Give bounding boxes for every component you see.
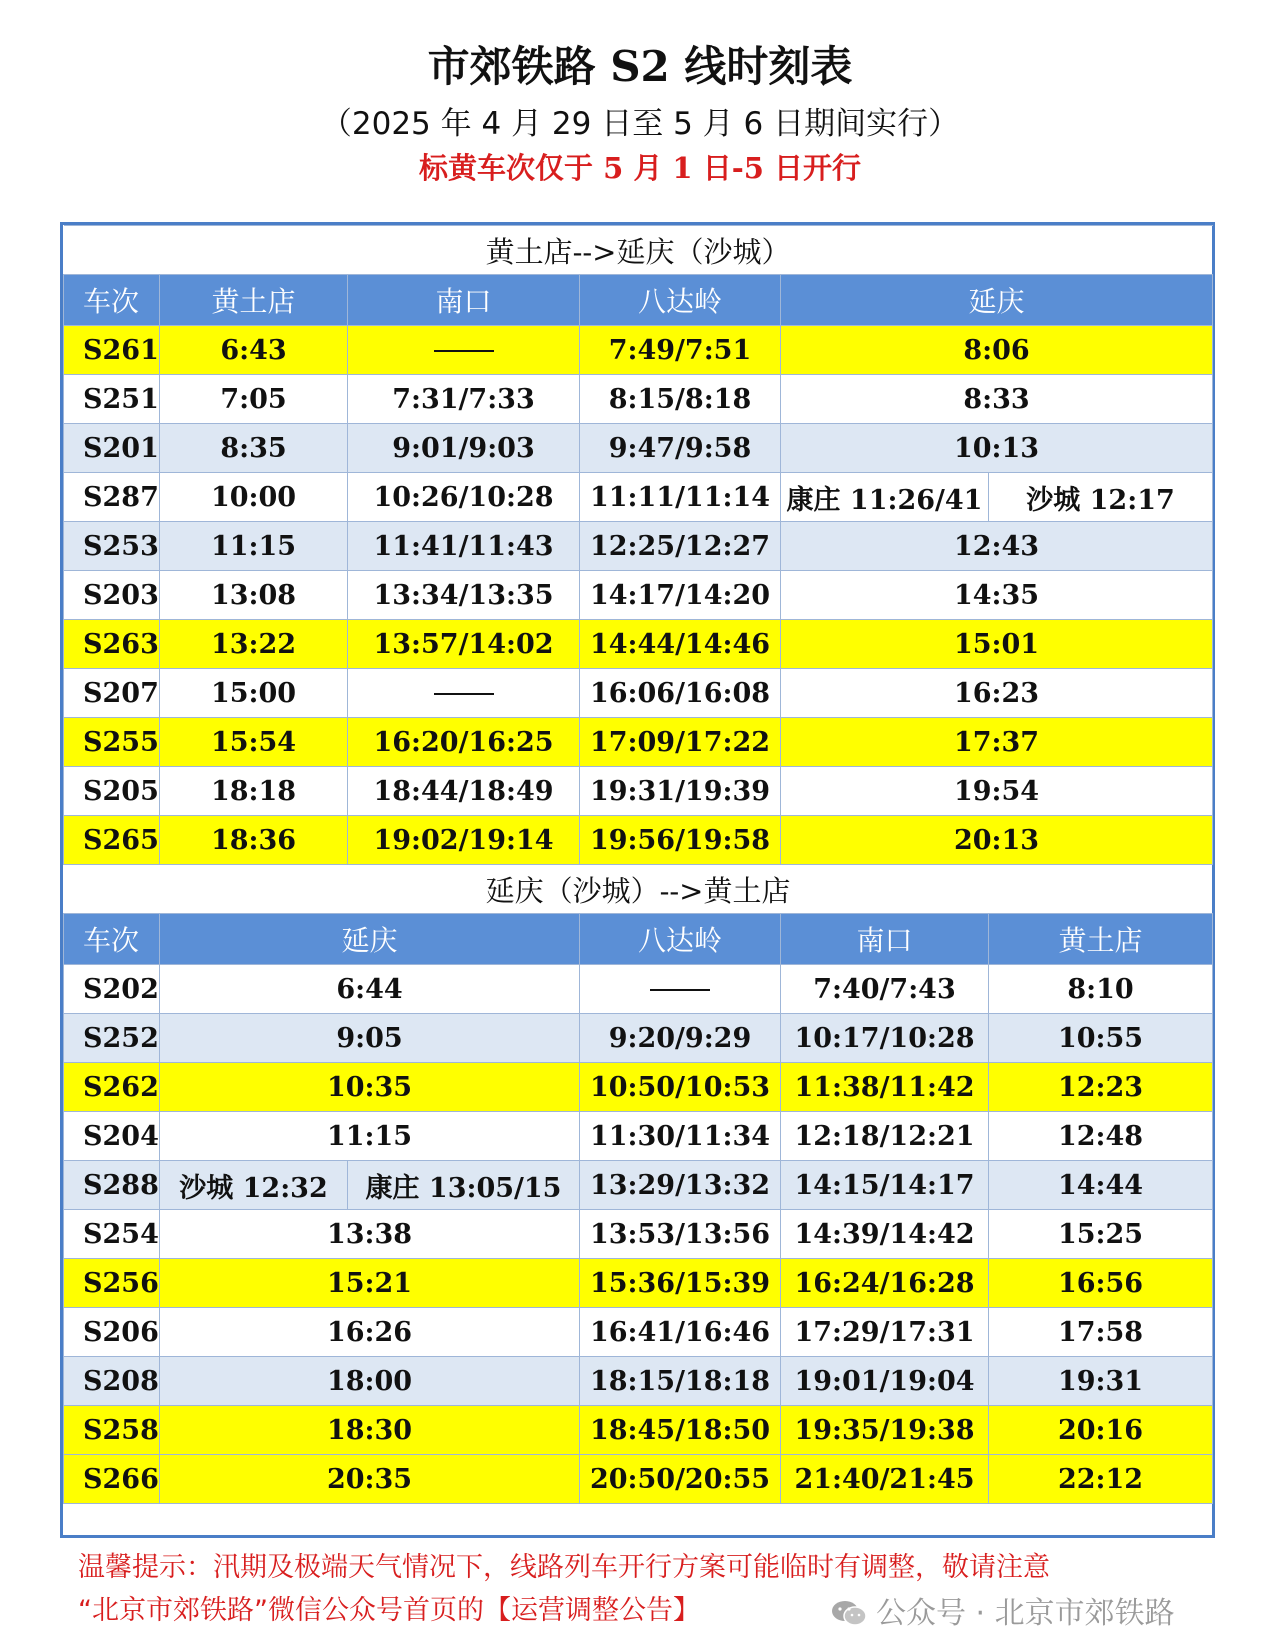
- watermark-text: 公众号 · 北京市郊铁路: [876, 1596, 1175, 1631]
- time-cell: 16:24/16:28: [781, 1259, 989, 1308]
- time-cell: 康庄 13:05/15: [348, 1161, 580, 1210]
- train-number: S253: [64, 522, 160, 571]
- table-row: [64, 1112, 1213, 1161]
- time-cell: 11:15: [160, 1112, 580, 1161]
- watermark: [830, 1588, 1175, 1632]
- time-cell: 20:50/20:55: [580, 1455, 781, 1504]
- time-cell: 8:33: [781, 375, 1213, 424]
- time-cell: 20:35: [160, 1455, 580, 1504]
- time-cell: 8:06: [781, 326, 1213, 375]
- time-cell: 11:41/11:43: [348, 522, 580, 571]
- time-cell: 19:31/19:39: [580, 767, 781, 816]
- train-number: S256: [64, 1259, 160, 1308]
- train-number: S288: [64, 1161, 160, 1210]
- warm-tip: 温馨提示：汛期及极端天气情况下，线路列车开行方案可能临时有调整，敬请注意: [78, 1552, 1050, 1583]
- time-cell: 17:09/17:22: [580, 718, 781, 767]
- time-cell: 15:00: [160, 669, 348, 718]
- time-cell: 13:53/13:56: [580, 1210, 781, 1259]
- train-number: S265: [64, 816, 160, 865]
- column-header: 延庆: [781, 275, 1213, 326]
- train-number: S263: [64, 620, 160, 669]
- table-row: [64, 718, 1213, 767]
- time-cell: 8:35: [160, 424, 348, 473]
- time-cell: 9:20/9:29: [580, 1014, 781, 1063]
- no-stop-dash: [434, 350, 494, 352]
- time-cell: 11:11/11:14: [580, 473, 781, 522]
- table-row: [64, 620, 1213, 669]
- time-cell: 11:38/11:42: [781, 1063, 989, 1112]
- train-number: S203: [64, 571, 160, 620]
- time-cell: 17:37: [781, 718, 1213, 767]
- time-cell: 17:29/17:31: [781, 1308, 989, 1357]
- validity-period: （2025 年 4 月 29 日至 5 月 6 日期间实行）: [320, 106, 960, 142]
- time-cell: [348, 669, 580, 718]
- column-header: 南口: [781, 914, 989, 965]
- time-cell: 16:26: [160, 1308, 580, 1357]
- table-row: [64, 1259, 1213, 1308]
- wechat-notice-tip: “北京市郊铁路”微信公众号首页的【运营调整公告】: [78, 1595, 700, 1626]
- time-cell: 11:15: [160, 522, 348, 571]
- time-cell: 9:01/9:03: [348, 424, 580, 473]
- time-cell: 7:40/7:43: [781, 965, 989, 1014]
- train-number: S262: [64, 1063, 160, 1112]
- time-cell: 10:17/10:28: [781, 1014, 989, 1063]
- time-cell: 16:23: [781, 669, 1213, 718]
- table-row: [64, 522, 1213, 571]
- time-cell: 6:44: [160, 965, 580, 1014]
- time-cell: 18:44/18:49: [348, 767, 580, 816]
- time-cell: 16:06/16:08: [580, 669, 781, 718]
- time-cell: 20:13: [781, 816, 1213, 865]
- train-number: S202: [64, 965, 160, 1014]
- time-cell: 14:44/14:46: [580, 620, 781, 669]
- time-cell: 18:00: [160, 1357, 580, 1406]
- time-cell: 12:25/12:27: [580, 522, 781, 571]
- time-cell: 沙城 12:17: [989, 473, 1213, 522]
- time-cell: 16:41/16:46: [580, 1308, 781, 1357]
- train-number: S205: [64, 767, 160, 816]
- table-row: [64, 767, 1213, 816]
- time-cell: 19:54: [781, 767, 1213, 816]
- train-number: S251: [64, 375, 160, 424]
- page-title: 市郊铁路 S2 线时刻表: [427, 42, 853, 91]
- column-header: 八达岭: [580, 275, 781, 326]
- time-cell: 18:15/18:18: [580, 1357, 781, 1406]
- time-cell: 13:08: [160, 571, 348, 620]
- time-cell: 13:57/14:02: [348, 620, 580, 669]
- time-cell: 15:25: [989, 1210, 1213, 1259]
- train-number: S252: [64, 1014, 160, 1063]
- time-cell: 13:34/13:35: [348, 571, 580, 620]
- column-header: 黄土店: [989, 914, 1213, 965]
- train-number: S208: [64, 1357, 160, 1406]
- time-cell: 16:56: [989, 1259, 1213, 1308]
- time-cell: 19:35/19:38: [781, 1406, 989, 1455]
- highlight-notice: 标黄车次仅于 5 月 1 日-5 日开行: [418, 151, 862, 185]
- train-number: S255: [64, 718, 160, 767]
- table-row: [64, 1063, 1213, 1112]
- table-row: [64, 1210, 1213, 1259]
- direction-heading: 延庆（沙城）-->黄土店: [64, 865, 1213, 914]
- table-row: [64, 1308, 1213, 1357]
- train-number: S204: [64, 1112, 160, 1161]
- column-header: 八达岭: [580, 914, 781, 965]
- time-cell: 10:13: [781, 424, 1213, 473]
- time-cell: 10:00: [160, 473, 348, 522]
- train-number: S261: [64, 326, 160, 375]
- time-cell: 12:48: [989, 1112, 1213, 1161]
- train-number: S207: [64, 669, 160, 718]
- time-cell: 6:43: [160, 326, 348, 375]
- table-row: [64, 375, 1213, 424]
- time-cell: 18:45/18:50: [580, 1406, 781, 1455]
- time-cell: 15:54: [160, 718, 348, 767]
- timetable: [63, 225, 1213, 1504]
- time-cell: 10:26/10:28: [348, 473, 580, 522]
- time-cell: 7:05: [160, 375, 348, 424]
- time-cell: 17:58: [989, 1308, 1213, 1357]
- column-header: 延庆: [160, 914, 580, 965]
- time-cell: 13:29/13:32: [580, 1161, 781, 1210]
- table-row: [64, 1161, 1213, 1210]
- time-cell: 7:31/7:33: [348, 375, 580, 424]
- column-header: 南口: [348, 275, 580, 326]
- time-cell: 10:55: [989, 1014, 1213, 1063]
- time-cell: [580, 965, 781, 1014]
- column-header: 车次: [64, 275, 160, 326]
- time-cell: 9:47/9:58: [580, 424, 781, 473]
- time-cell: 沙城 12:32: [160, 1161, 348, 1210]
- time-cell: 19:31: [989, 1357, 1213, 1406]
- train-number: S258: [64, 1406, 160, 1455]
- time-cell: 22:12: [989, 1455, 1213, 1504]
- table-row: [64, 1406, 1213, 1455]
- time-cell: 14:17/14:20: [580, 571, 781, 620]
- time-cell: 12:18/12:21: [781, 1112, 989, 1161]
- table-row: [64, 424, 1213, 473]
- time-cell: 13:22: [160, 620, 348, 669]
- table-header-row: [64, 914, 1213, 965]
- train-number: S287: [64, 473, 160, 522]
- timetable-frame: [60, 222, 1215, 1538]
- table-row: [64, 965, 1213, 1014]
- time-cell: 12:23: [989, 1063, 1213, 1112]
- time-cell: 15:36/15:39: [580, 1259, 781, 1308]
- table-row: [64, 1455, 1213, 1504]
- time-cell: [348, 326, 580, 375]
- table-row: [64, 473, 1213, 522]
- table-row: [64, 669, 1213, 718]
- train-number: S266: [64, 1455, 160, 1504]
- time-cell: 9:05: [160, 1014, 580, 1063]
- time-cell: 20:16: [989, 1406, 1213, 1455]
- time-cell: 19:01/19:04: [781, 1357, 989, 1406]
- time-cell: 14:39/14:42: [781, 1210, 989, 1259]
- time-cell: 8:15/8:18: [580, 375, 781, 424]
- time-cell: 8:10: [989, 965, 1213, 1014]
- train-number: S201: [64, 424, 160, 473]
- time-cell: 10:50/10:53: [580, 1063, 781, 1112]
- time-cell: 14:35: [781, 571, 1213, 620]
- time-cell: 康庄 11:26/41: [781, 473, 989, 522]
- time-cell: 14:44: [989, 1161, 1213, 1210]
- inbound-heading-row: [64, 865, 1213, 914]
- table-row: [64, 571, 1213, 620]
- no-stop-dash: [434, 693, 494, 695]
- time-cell: 15:01: [781, 620, 1213, 669]
- time-cell: 16:20/16:25: [348, 718, 580, 767]
- time-cell: 13:38: [160, 1210, 580, 1259]
- train-number: S206: [64, 1308, 160, 1357]
- time-cell: 14:15/14:17: [781, 1161, 989, 1210]
- time-cell: 18:18: [160, 767, 348, 816]
- table-row: [64, 1357, 1213, 1406]
- wechat-icon: [830, 1599, 868, 1627]
- time-cell: 12:43: [781, 522, 1213, 571]
- train-number: S254: [64, 1210, 160, 1259]
- time-cell: 18:30: [160, 1406, 580, 1455]
- time-cell: 15:21: [160, 1259, 580, 1308]
- column-header: 黄土店: [160, 275, 348, 326]
- time-cell: 21:40/21:45: [781, 1455, 989, 1504]
- table-row: [64, 326, 1213, 375]
- time-cell: 18:36: [160, 816, 348, 865]
- time-cell: 7:49/7:51: [580, 326, 781, 375]
- direction-heading: 黄土店-->延庆（沙城）: [64, 226, 1213, 275]
- time-cell: 19:56/19:58: [580, 816, 781, 865]
- table-row: [64, 816, 1213, 865]
- outbound-heading-row: [64, 226, 1213, 275]
- time-cell: 10:35: [160, 1063, 580, 1112]
- column-header: 车次: [64, 914, 160, 965]
- time-cell: 19:02/19:14: [348, 816, 580, 865]
- no-stop-dash: [650, 989, 710, 991]
- table-header-row: [64, 275, 1213, 326]
- time-cell: 11:30/11:34: [580, 1112, 781, 1161]
- table-row: [64, 1014, 1213, 1063]
